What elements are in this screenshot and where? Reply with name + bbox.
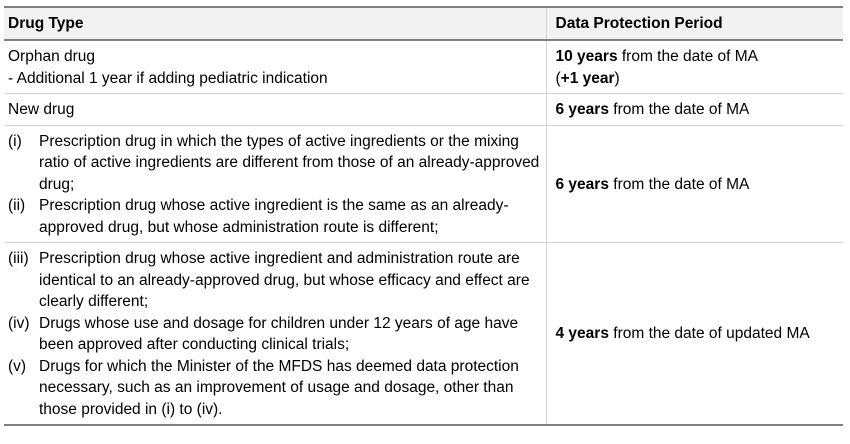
drug-type-cell xyxy=(4,125,546,243)
item-number: (iv) xyxy=(8,314,30,332)
item-text: Drugs whose use and dosage for children under 12 years of age have been approved after conducting clinical trials; xyxy=(39,314,519,353)
item-number: (ii) xyxy=(8,197,26,214)
period-cell xyxy=(546,40,843,94)
drug-type-cell xyxy=(4,40,546,94)
period-text xyxy=(556,46,840,68)
period-text xyxy=(556,99,840,121)
period-extra: (+1 year) xyxy=(555,69,620,87)
list-item xyxy=(8,195,542,238)
header-drug-type: Drug Type xyxy=(4,7,546,40)
period-years: 6 years xyxy=(555,175,609,193)
period-suffix: from the date of MA xyxy=(617,48,758,65)
period-suffix: from the date of updated MA xyxy=(608,325,810,343)
period-years: 6 years xyxy=(555,101,609,118)
list-item xyxy=(8,248,542,313)
header-data-protection-period: Data Protection Period xyxy=(546,7,843,40)
period-years: 4 years xyxy=(555,325,609,343)
period-cell xyxy=(546,125,843,243)
drug-type-text: Orphan drug xyxy=(8,48,96,65)
item-number: (v) xyxy=(8,357,27,375)
period-cell xyxy=(546,94,843,126)
period-years: 10 years xyxy=(555,48,618,65)
period-suffix: from the date of MA xyxy=(608,175,750,193)
item-text: Prescription drug whose active ingredient is the same as an already-approved drug, but whose administration route is different; xyxy=(39,197,509,236)
drug-type-note: - Additional 1 year if adding pediatric indication xyxy=(8,69,328,87)
drug-type-cell xyxy=(4,94,546,126)
table-row-other-drugs xyxy=(4,243,843,426)
list-item xyxy=(8,356,542,421)
item-number: (i) xyxy=(8,132,22,150)
list-item xyxy=(8,131,542,196)
period-extra-years: +1 year xyxy=(560,69,615,87)
period-suffix: from the date of MA xyxy=(608,101,750,118)
table-row-orphan-drug xyxy=(4,40,843,94)
table-header-row xyxy=(4,7,843,40)
item-number: (iii) xyxy=(8,250,29,267)
period-cell xyxy=(546,243,843,426)
drug-type-text: New drug xyxy=(8,101,75,118)
list-item xyxy=(8,313,542,356)
item-text: Prescription drug whose active ingredient and administration route are identical to an already-approved drug, but whose efficacy and effect are clearly different; xyxy=(39,250,530,310)
period-text xyxy=(556,323,840,345)
table-row-prescription-drugs xyxy=(4,125,843,243)
item-text: Prescription drug in which the types of active ingredients or the mixing ratio of active ingredients are different from those of an already-approved drug; xyxy=(39,132,540,193)
item-text: Drugs for which the Minister of the MFDS has deemed data protection necessary, such as an improvement of usage and dosage, other than those provided in (i) to (iv). xyxy=(39,357,519,418)
period-text xyxy=(556,174,840,196)
table-row-new-drug xyxy=(4,94,843,126)
data-protection-table xyxy=(4,6,843,426)
drug-type-cell xyxy=(4,243,546,426)
